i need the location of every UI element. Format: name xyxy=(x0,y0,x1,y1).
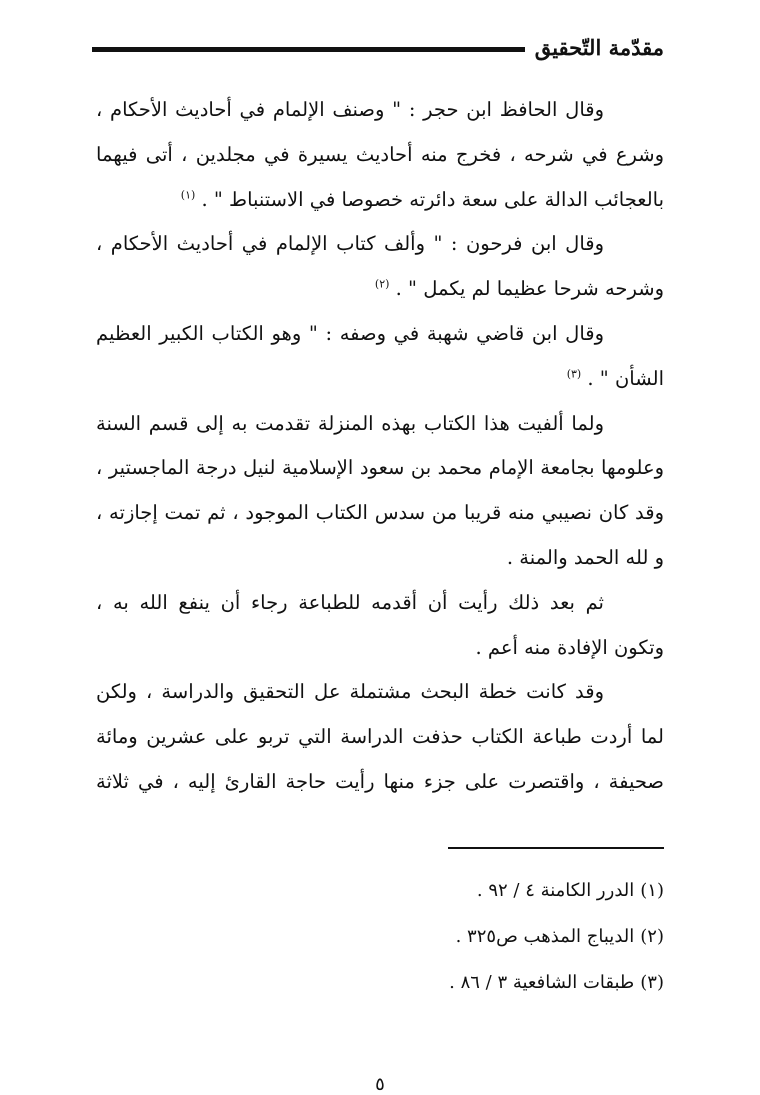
page-header xyxy=(92,30,664,64)
footnote-ref-1: (١) xyxy=(180,188,196,202)
paragraph-6 xyxy=(96,670,664,804)
footnotes xyxy=(96,868,664,1006)
page-title: مقدّمة التّحقيق xyxy=(534,34,664,60)
footnote-1 xyxy=(96,868,664,914)
footnote-text: الدرر الكامنة ٤ / ٩٢ . xyxy=(476,880,635,901)
footnote-number: (٣) xyxy=(640,972,664,993)
footnote-number: (١) xyxy=(640,880,664,901)
footnote-text: الديباج المذهب ص٣٢٥ . xyxy=(455,926,635,947)
paragraph-text: وقال الحافظ ابن حجر : " وصنف الإلمام في أحاديث الأحكام ، وشرع في شرحه ، فخرج منه أحاديث يسيرة في مجلدين ، أتى فيهما بالعجائب الدالة على سعة دائرته خصوصا في الاستنباط " . xyxy=(96,98,664,211)
body-text xyxy=(96,88,664,805)
page-number: ٥ xyxy=(375,1074,385,1095)
paragraph-text: ولما ألفيت هذا الكتاب بهذه المنزلة تقدمت به إلى قسم السنة وعلومها بجامعة الإمام محمد بن سعود الإسلامية لنيل درجة الماجستير ، وقد كان نصيبي منه قريبا من سدس الكتاب الموجود ، ثم تمت إجازته ، و لله الحمد والمنة . xyxy=(96,411,665,569)
footnote-ref-2: (٢) xyxy=(374,277,390,291)
paragraph-1 xyxy=(96,88,664,222)
paragraph-text: ثم بعد ذلك رأيت أن أقدمه للطباعة رجاء أن ينفع الله به ، وتكون الإفادة منه أعم . xyxy=(96,590,664,659)
paragraph-text: وقال ابن قاضي شهبة في وصفه : " وهو الكتاب الكبير العظيم الشأن " . xyxy=(96,321,664,390)
footnote-text: طبقات الشافعية ٣ / ٨٦ . xyxy=(449,972,635,993)
header-rule xyxy=(92,47,525,52)
footnote-2 xyxy=(96,914,664,960)
paragraph-text: وقال ابن فرحون : " وألف كتاب الإلمام في أحاديث الأحكام ، وشرحه شرحا عظيما لم يكمل " . xyxy=(96,232,664,301)
footnote-3 xyxy=(96,960,664,1006)
footnote-number: (٢) xyxy=(640,926,664,947)
paragraph-5 xyxy=(96,581,664,671)
paragraph-2 xyxy=(96,222,664,312)
paragraph-3 xyxy=(96,312,664,402)
footnote-ref-3: (٣) xyxy=(566,367,582,381)
paragraph-text: وقد كانت خطة البحث مشتملة عل التحقيق والدراسة ، ولكن لما أردت طباعة الكتاب حذفت الدراسة التي تربو على عشرين ومائة صحيفة ، واقتصرت على جزء منها رأيت حاجة القارئ إليه ، في ثلاثة xyxy=(96,680,664,793)
footnote-separator xyxy=(448,847,664,849)
paragraph-4 xyxy=(96,402,664,581)
